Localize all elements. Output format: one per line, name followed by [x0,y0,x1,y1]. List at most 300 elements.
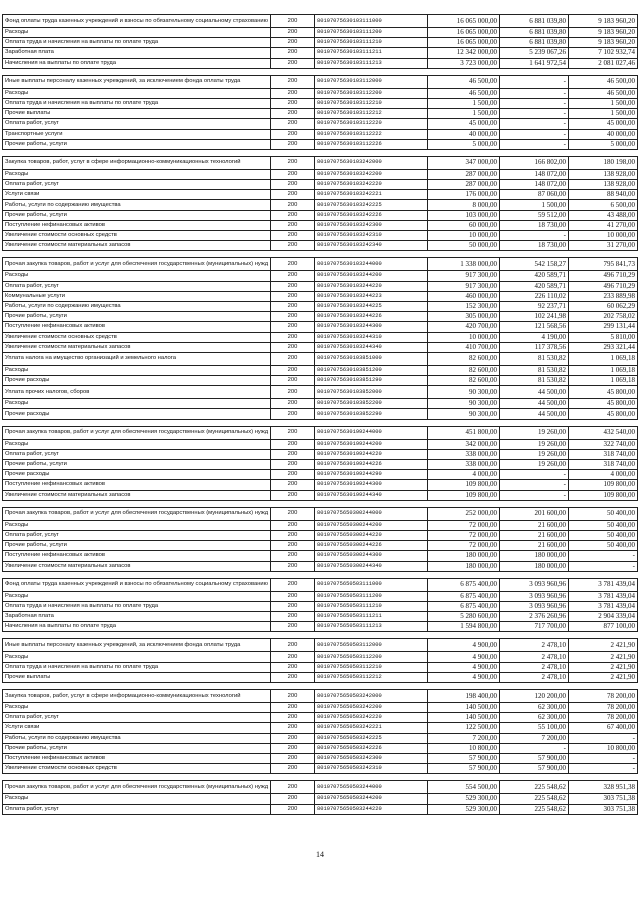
row-line-code: 200 [271,48,315,58]
row-approved-amount: 103 000,00 [428,210,500,220]
row-approved-amount: 4 900,00 [428,662,500,672]
row-approved-amount: 10 000,00 [428,231,500,241]
row-executed-amount: 148 072,00 [500,180,569,190]
row-budget-code: 80107075630103111213 [315,58,428,68]
row-approved-amount: 72 000,00 [428,520,500,530]
row-line-code: 200 [271,561,315,571]
row-executed-amount: 81 530,82 [500,376,569,386]
table-row [3,210,638,220]
row-line-code: 200 [271,129,315,139]
row-executed-amount: 717 700,00 [500,622,569,632]
row-line-code: 200 [271,281,315,291]
row-approved-amount: 451 800,00 [428,426,500,439]
row-executed-amount: 2 376 260,96 [500,612,569,622]
row-executed-amount: 81 530,82 [500,352,569,365]
row-line-code: 200 [271,490,315,500]
table-row [3,530,638,540]
row-remaining-amount: 299 131,44 [569,322,638,332]
row-remaining-amount: 233 889,98 [569,291,638,301]
row-remaining-amount: 877 100,00 [569,622,638,632]
row-approved-amount: 6 875 400,00 [428,591,500,601]
row-approved-amount: 338 000,00 [428,449,500,459]
row-approved-amount: 10 800,00 [428,743,500,753]
row-name: Увеличение стоимости материальных запасов [3,342,271,352]
separator-cell [569,683,638,690]
row-approved-amount: 338 000,00 [428,460,500,470]
group-separator [3,251,638,258]
separator-cell [3,500,271,507]
row-budget-code: 80107075650503244000 [315,781,428,794]
row-line-code: 200 [271,639,315,652]
row-remaining-amount: 318 740,00 [569,449,638,459]
row-remaining-amount: 9 183 960,20 [569,28,638,38]
table-row [3,713,638,723]
row-approved-amount: 122 500,00 [428,723,500,733]
separator-cell [500,500,569,507]
table-row [3,804,638,814]
separator-cell [271,500,315,507]
row-budget-code: 80107075630199244220 [315,449,428,459]
row-name: Увеличение стоимости материальных запасов [3,561,271,571]
row-name: Поступление нефинансовых активов [3,753,271,763]
separator-cell [569,149,638,156]
table-row [3,291,638,301]
row-executed-amount: 1 641 972,54 [500,58,569,68]
row-budget-code: 80107075650503242200 [315,703,428,713]
row-executed-amount: 92 237,71 [500,301,569,311]
row-approved-amount: 529 300,00 [428,794,500,804]
separator-cell [271,251,315,258]
row-name: Расходы [3,591,271,601]
row-budget-code: 80107075650503242225 [315,733,428,743]
table-row [3,241,638,251]
row-name: Работы, услуги по содержанию имущества [3,733,271,743]
row-name: Коммунальные услуги [3,291,271,301]
row-executed-amount: 57 900,00 [500,764,569,774]
row-line-code: 200 [271,591,315,601]
row-line-code: 200 [271,713,315,723]
row-name: Оплата труда и начисления на выплаты по оплате труда [3,38,271,48]
row-executed-amount: 19 260,00 [500,449,569,459]
row-remaining-amount: 6 500,00 [569,200,638,210]
row-executed-amount: 44 500,00 [500,386,569,399]
row-budget-code: 80107075650503242310 [315,764,428,774]
row-executed-amount: 6 881 039,80 [500,28,569,38]
table-row [3,200,638,210]
table-row [3,578,638,591]
table-row [3,365,638,375]
row-executed-amount: 2 478,10 [500,662,569,672]
row-approved-amount: 109 800,00 [428,480,500,490]
separator-cell [3,149,271,156]
row-executed-amount: 180 000,00 [500,551,569,561]
row-budget-code: 80107075630103112226 [315,139,428,149]
row-approved-amount: 12 342 000,00 [428,48,500,58]
table-row [3,58,638,68]
row-executed-amount: 2 478,10 [500,639,569,652]
table-row [3,743,638,753]
row-approved-amount: 4 000,00 [428,470,500,480]
row-line-code: 200 [271,332,315,342]
row-remaining-amount: 202 758,02 [569,312,638,322]
row-remaining-amount: 60 062,29 [569,301,638,311]
row-budget-code: 80107075650503111200 [315,591,428,601]
separator-cell [315,632,428,639]
row-name: Поступление нефинансовых активов [3,322,271,332]
row-remaining-amount: - [569,733,638,743]
table-row [3,781,638,794]
table-row [3,258,638,271]
row-remaining-amount: 138 928,00 [569,169,638,179]
row-name: Расходы [3,365,271,375]
row-line-code: 200 [271,342,315,352]
separator-cell [271,419,315,426]
row-executed-amount: 102 241,98 [500,312,569,322]
row-line-code: 200 [271,15,315,28]
row-budget-code: 80107075630199244290 [315,470,428,480]
row-approved-amount: 4 900,00 [428,672,500,682]
row-name: Заработная плата [3,612,271,622]
table-row [3,439,638,449]
row-executed-amount: 166 802,00 [500,156,569,169]
separator-cell [428,632,500,639]
row-line-code: 200 [271,507,315,520]
group-separator [3,419,638,426]
row-budget-code: 80107075650503112200 [315,652,428,662]
row-executed-amount: 44 500,00 [500,409,569,419]
row-executed-amount: 226 110,02 [500,291,569,301]
row-budget-code: 80107075630103244000 [315,258,428,271]
row-name: Увеличение стоимости материальных запасов [3,490,271,500]
row-budget-code: 80107075650503111211 [315,612,428,622]
row-line-code: 200 [271,551,315,561]
table-row [3,342,638,352]
separator-cell [3,419,271,426]
row-approved-amount: 305 000,00 [428,312,500,322]
row-name: Увеличение стоимости основных средств [3,764,271,774]
row-executed-amount: 57 900,00 [500,753,569,763]
row-approved-amount: 46 500,00 [428,88,500,98]
row-line-code: 200 [271,409,315,419]
row-remaining-amount: 180 198,00 [569,156,638,169]
row-remaining-amount: - [569,764,638,774]
table-row [3,301,638,311]
row-approved-amount: 140 500,00 [428,713,500,723]
row-approved-amount: 198 400,00 [428,690,500,703]
group-separator [3,683,638,690]
group-separator [3,571,638,578]
row-name: Прочие расходы [3,409,271,419]
row-name: Расходы [3,520,271,530]
row-budget-code: 80107075650503111210 [315,601,428,611]
separator-cell [569,632,638,639]
row-budget-code: 80107075630103111200 [315,28,428,38]
row-budget-code: 80107075630103242000 [315,156,428,169]
separator-cell [428,419,500,426]
row-executed-amount: - [500,129,569,139]
row-remaining-amount: 9 183 960,20 [569,15,638,28]
row-remaining-amount: 45 800,00 [569,386,638,399]
row-approved-amount: 6 875 400,00 [428,601,500,611]
row-line-code: 200 [271,210,315,220]
row-executed-amount: 225 548,62 [500,804,569,814]
row-name: Оплата труда и начисления на выплаты по оплате труда [3,662,271,672]
table-row [3,129,638,139]
table-row [3,480,638,490]
table-row [3,88,638,98]
table-row [3,723,638,733]
table-row [3,332,638,342]
row-executed-amount: 225 548,62 [500,794,569,804]
row-name: Прочие работы, услуги [3,139,271,149]
row-executed-amount: 19 260,00 [500,426,569,439]
expenditure-table-body [3,15,638,815]
row-approved-amount: 252 000,00 [428,507,500,520]
row-line-code: 200 [271,399,315,409]
row-approved-amount: 82 600,00 [428,376,500,386]
row-budget-code: 80107075650503112210 [315,662,428,672]
row-line-code: 200 [271,723,315,733]
table-row [3,460,638,470]
row-remaining-amount: 109 800,00 [569,490,638,500]
row-line-code: 200 [271,652,315,662]
row-name: Уплата прочих налогов, сборов [3,386,271,399]
row-executed-amount: 117 378,56 [500,342,569,352]
separator-cell [3,251,271,258]
row-line-code: 200 [271,109,315,119]
row-name: Расходы [3,169,271,179]
table-row [3,139,638,149]
row-remaining-amount: 3 781 439,04 [569,578,638,591]
row-executed-amount: 18 730,00 [500,241,569,251]
separator-cell [315,251,428,258]
table-row [3,470,638,480]
separator-cell [3,683,271,690]
row-line-code: 200 [271,241,315,251]
table-row [3,690,638,703]
table-row [3,48,638,58]
row-remaining-amount: 1 500,00 [569,109,638,119]
row-remaining-amount: 1 069,18 [569,352,638,365]
row-line-code: 200 [271,439,315,449]
row-name: Начисления на выплаты по оплате труда [3,622,271,632]
row-line-code: 200 [271,672,315,682]
row-executed-amount: 3 093 960,96 [500,601,569,611]
row-line-code: 200 [271,703,315,713]
row-remaining-amount: 50 400,00 [569,520,638,530]
row-line-code: 200 [271,449,315,459]
table-row [3,449,638,459]
row-approved-amount: 1 500,00 [428,98,500,108]
row-line-code: 200 [271,743,315,753]
table-row [3,541,638,551]
row-approved-amount: 1 338 000,00 [428,258,500,271]
row-executed-amount: 201 600,00 [500,507,569,520]
row-line-code: 200 [271,156,315,169]
separator-cell [315,149,428,156]
table-row [3,662,638,672]
row-budget-code: 80107075650300244340 [315,561,428,571]
row-name: Иные выплаты персоналу казенных учреждений, за исключением фонда оплаты труда [3,639,271,652]
row-remaining-amount: 1 500,00 [569,98,638,108]
row-name: Работы, услуги по содержанию имущества [3,200,271,210]
row-line-code: 200 [271,98,315,108]
row-remaining-amount: - [569,561,638,571]
row-remaining-amount: 67 400,00 [569,723,638,733]
row-executed-amount: 6 881 039,80 [500,15,569,28]
row-line-code: 200 [271,271,315,281]
row-name: Прочая закупка товаров, работ и услуг для обеспечения государственных (муниципальных) нужд [3,781,271,794]
row-executed-amount: 225 548,62 [500,781,569,794]
table-row [3,169,638,179]
separator-cell [271,571,315,578]
row-approved-amount: 7 200,00 [428,733,500,743]
row-name: Закупка товаров, работ, услуг в сфере информационно-коммуникационных технологий [3,690,271,703]
row-name: Прочие работы, услуги [3,312,271,322]
row-remaining-amount: 46 500,00 [569,88,638,98]
row-approved-amount: 917 300,00 [428,271,500,281]
table-row [3,753,638,763]
row-line-code: 200 [271,541,315,551]
table-row [3,220,638,230]
row-executed-amount: 3 093 960,96 [500,578,569,591]
row-remaining-amount: 2 904 339,04 [569,612,638,622]
row-name: Поступление нефинансовых активов [3,480,271,490]
table-row [3,180,638,190]
row-remaining-amount: 45 800,00 [569,399,638,409]
row-approved-amount: 347 000,00 [428,156,500,169]
row-executed-amount: 81 530,82 [500,365,569,375]
table-row [3,622,638,632]
row-remaining-amount: 88 940,00 [569,190,638,200]
row-approved-amount: 10 000,00 [428,332,500,342]
row-line-code: 200 [271,480,315,490]
row-name: Прочая закупка товаров, работ и услуг для обеспечения государственных (муниципальных) нужд [3,426,271,439]
group-separator [3,149,638,156]
row-remaining-amount: 40 000,00 [569,129,638,139]
table-row [3,703,638,713]
row-executed-amount: 62 300,00 [500,703,569,713]
row-remaining-amount: 432 540,00 [569,426,638,439]
row-line-code: 200 [271,612,315,622]
row-remaining-amount: 1 069,18 [569,365,638,375]
row-name: Работы, услуги по содержанию имущества [3,301,271,311]
expenditure-table [2,14,638,815]
row-budget-code: 80107075630103112212 [315,109,428,119]
row-approved-amount: 72 000,00 [428,541,500,551]
row-line-code: 200 [271,75,315,88]
row-remaining-amount: 496 710,29 [569,271,638,281]
row-approved-amount: 82 600,00 [428,365,500,375]
table-row [3,312,638,322]
row-budget-code: 80107075650300244226 [315,541,428,551]
row-line-code: 200 [271,200,315,210]
row-line-code: 200 [271,119,315,129]
row-approved-amount: 420 700,00 [428,322,500,332]
row-line-code: 200 [271,622,315,632]
row-budget-code: 80107075630103112222 [315,129,428,139]
row-remaining-amount: 45 000,00 [569,119,638,129]
separator-cell [315,683,428,690]
row-name: Оплата работ, услуг [3,180,271,190]
separator-cell [315,419,428,426]
row-budget-code: 80107075650503111000 [315,578,428,591]
separator-cell [500,419,569,426]
row-name: Увеличение стоимости основных средств [3,332,271,342]
row-executed-amount: 121 568,56 [500,322,569,332]
row-executed-amount: - [500,98,569,108]
row-remaining-amount: 2 421,90 [569,662,638,672]
row-approved-amount: 5 000,00 [428,139,500,149]
row-remaining-amount: 10 000,00 [569,231,638,241]
row-line-code: 200 [271,733,315,743]
table-row [3,156,638,169]
row-line-code: 200 [271,352,315,365]
row-remaining-amount: 322 740,00 [569,439,638,449]
row-line-code: 200 [271,804,315,814]
row-line-code: 200 [271,426,315,439]
row-line-code: 200 [271,781,315,794]
row-budget-code: 80107075630103852200 [315,399,428,409]
separator-cell [315,774,428,781]
row-remaining-amount: 46 500,00 [569,75,638,88]
row-name: Прочие работы, услуги [3,743,271,753]
row-approved-amount: 50 000,00 [428,241,500,251]
table-row [3,733,638,743]
row-executed-amount: 59 512,00 [500,210,569,220]
row-approved-amount: 342 000,00 [428,439,500,449]
row-line-code: 200 [271,470,315,480]
row-name: Услуги связи [3,723,271,733]
separator-cell [271,683,315,690]
row-line-code: 200 [271,764,315,774]
row-remaining-amount: 5 000,00 [569,139,638,149]
row-approved-amount: 72 000,00 [428,530,500,540]
row-name: Прочие работы, услуги [3,541,271,551]
table-row [3,28,638,38]
row-name: Оплата работ, услуг [3,281,271,291]
row-executed-amount: - [500,119,569,129]
row-budget-code: 80107075650503242226 [315,743,428,753]
separator-cell [428,251,500,258]
row-approved-amount: 4 900,00 [428,639,500,652]
row-line-code: 200 [271,690,315,703]
row-approved-amount: 90 300,00 [428,399,500,409]
row-name: Оплата работ, услуг [3,804,271,814]
row-name: Увеличение стоимости материальных запасов [3,241,271,251]
row-name: Фонд оплаты труда казенных учреждений и взносы по обязательному социальному страхованию [3,15,271,28]
table-row [3,376,638,386]
row-line-code: 200 [271,190,315,200]
row-line-code: 200 [271,753,315,763]
row-approved-amount: 180 000,00 [428,561,500,571]
row-approved-amount: 45 000,00 [428,119,500,129]
row-approved-amount: 16 065 000,00 [428,15,500,28]
row-executed-amount: 21 600,00 [500,520,569,530]
table-row [3,639,638,652]
row-line-code: 200 [271,58,315,68]
row-budget-code: 80107075630103242220 [315,180,428,190]
row-remaining-amount: 3 781 439,04 [569,601,638,611]
row-remaining-amount: 7 102 932,74 [569,48,638,58]
row-line-code: 200 [271,662,315,672]
table-row [3,119,638,129]
table-row [3,322,638,332]
row-name: Услуги связи [3,190,271,200]
row-name: Прочие работы, услуги [3,210,271,220]
table-row [3,109,638,119]
row-remaining-amount: 41 270,00 [569,220,638,230]
